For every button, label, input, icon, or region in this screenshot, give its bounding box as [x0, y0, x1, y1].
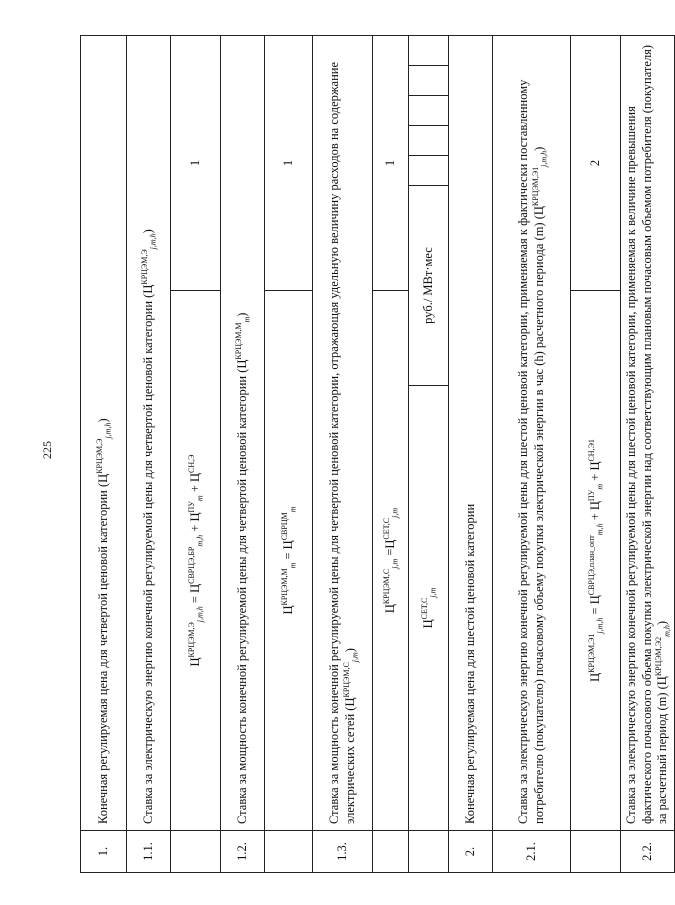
row-label: Ставка за электрическую энергию конечной регулируемой цены для шестой ценовой категории, применяемая к фактически поставленному потребителю (покупателю) почасовому объему покупки электрической энергии в час (h) расчетного периода (m) $(Ц^{КРЦЭМ,Э1}_{j,m,h})$	[493, 36, 571, 831]
table-row	[571, 36, 621, 873]
row-label: Ставка за электрическую энергию конечной регулируемой цены для шестой ценовой категории, применяемая к величине превышения фактического почасового объема покупки электрической энергии над соответствующим плановым почасовым объемом потребителя (покупателя) за расчетный период (m) $(Ц^{КРЦЭМ,Э2}_{m,h})$	[621, 36, 675, 831]
row-label: Ставка за мощность конечной регулируемой цены для четвертой ценовой категории, отражающая удельную величину расходов на содержание электрических сетей $(Ц^{КРЦЭМ,С}_{j,m})$	[313, 36, 373, 831]
table-row	[265, 36, 313, 873]
table-row	[171, 36, 221, 873]
row-label: Конечная регулируемая цена для шестой ценовой категории	[449, 36, 493, 831]
value-cell: 2	[571, 36, 621, 291]
empty-cell	[409, 66, 449, 96]
table-row	[373, 36, 409, 873]
empty-cell	[409, 96, 449, 126]
row-label: Ставка за мощность конечной регулируемой цены для четвертой ценовой категории $(Ц^{КРЦЭМ,М}_m)$	[221, 36, 265, 831]
price-table	[80, 35, 675, 873]
row-number: 2.	[449, 831, 493, 873]
row-number: 1.2.	[221, 831, 265, 873]
row-label: Ставка за электрическую энергию конечной регулируемой цены для четвертой ценовой категории $(Ц^{КРЦЭМ,Э}_{j,m,h})$	[127, 36, 171, 831]
value-cell: 1	[265, 36, 313, 291]
unit-cell: руб./ МВт·мес	[409, 186, 449, 386]
table-row	[449, 36, 493, 873]
row-number: 1.3.	[313, 831, 373, 873]
row-number: 1.	[81, 831, 127, 873]
empty-cell	[409, 126, 449, 156]
page-number: 225	[40, 441, 54, 459]
empty-cell	[409, 36, 449, 66]
table-row	[81, 36, 127, 873]
table-row	[221, 36, 265, 873]
table-row	[313, 36, 373, 873]
table-row	[621, 36, 675, 873]
table-row	[493, 36, 571, 873]
row-number: 2.1.	[493, 831, 571, 873]
value-cell: 1	[373, 36, 409, 291]
empty-cell	[409, 156, 449, 186]
formula-cell: $Ц^{КРЦЭМ,М}_m = Ц^{СВРЦМ}_m$	[265, 291, 313, 831]
row-number: 1.1.	[127, 831, 171, 873]
row-label: Конечная регулируемая цена для четвертой ценовой категории $(Ц^{КРЦЭМ,Э}_{j,m,h})$	[81, 36, 127, 831]
row-number: 2.2.	[621, 831, 675, 873]
formula-cell: $Ц^{КРЦЭМ,С}_{j,m} =Ц^{СЕТ,С}_{j,m}$	[373, 291, 409, 831]
sub-label-cell: $Ц^{СЕТ,С}_{j,m}$	[409, 386, 449, 831]
table-row	[409, 36, 449, 873]
rotated-table-container	[80, 35, 672, 873]
formula-cell: $Ц^{КРЦЭМ,Э}_{j,m,h} = Ц^{СВРЦЭ,БР}_{m,h} + Ц^{ПУ}_m + Ц^{СН,Э}$	[171, 291, 221, 831]
table-row	[127, 36, 171, 873]
formula-cell: $Ц^{КРЦЭМ,Э1}_{j,m,h} = Ц^{СВРЦЭ,план\_опт}_{m,h} + Ц^{ПУ}_m + Ц^{СН,Э1}$	[571, 291, 621, 831]
value-cell: 1	[171, 36, 221, 291]
